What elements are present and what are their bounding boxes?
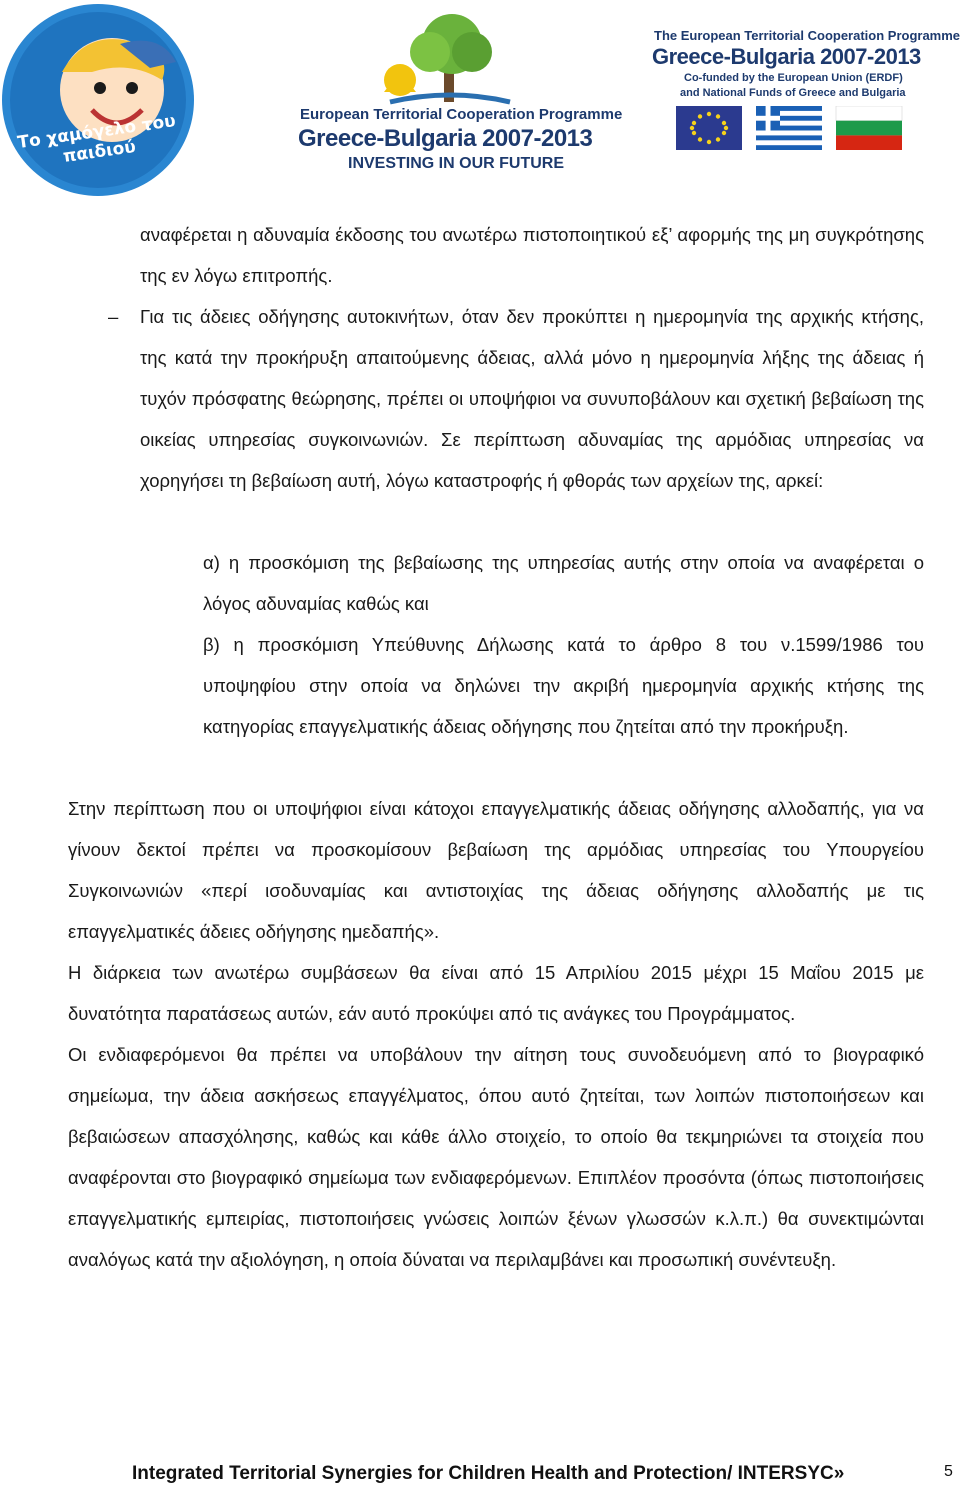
etcp-logo [290,10,623,178]
greek-flag-icon [756,106,822,150]
eu-flag-icon [676,106,742,150]
paragraph-continuation: αναφέρεται η αδυναμία έκδοσης του ανωτέρω πιστοποιητικού εξ’ αφορμής της μη συγκρότησης της εν λόγω επιτροπής. [140,224,924,286]
smile-of-the-child-logo [0,2,196,198]
funding-cofunded-line: Co-funded by the European Union (ERDF) [684,72,903,84]
list-item-a: α) η προσκόμιση της βεβαίωσης της υπηρεσίας αυτής στην οποία να αναφέρεται ο λόγος αδυναμίας καθώς και [203,552,924,614]
paragraph-contract-duration: Η διάρκεια των ανωτέρω συμβάσεων θα είναι από 15 Απριλίου 2015 μέχρι 15 Μαΐου 2015 με δυνατότητα παρατάσεως αυτών, εάν αυτό προκύψει από τις ανάγκες του Προγράμματος. [68,962,924,1024]
paragraph-foreign-license: Στην περίπτωση που οι υποψήφιοι είναι κάτοχοι επαγγελματικής άδειας οδήγησης αλλοδαπής, για να γίνουν δεκτοί πρέπει να προσκομίσουν βεβαίωση της αρμόδιας υπηρεσίας του Υπουργείου Συγκοινωνιών «περί ισοδυναμίας και αντιστοιχίας της άδειας οδήγησης αλλοδαπής με τις επαγγελματικές άδειες οδήγησης ημεδαπής». [68,798,924,942]
funding-programme-label: The European Territorial Cooperation Programme [654,28,960,43]
etcp-programme-label: European Territorial Cooperation Programme [300,106,623,123]
paragraph-application: Οι ενδιαφερόμενοι θα πρέπει να υποβάλουν την αίτηση τους συνοδευόμενη από το βιογραφικό σημείωμα, την άδεια ασκήσεως επαγγέλματος, όπου αυτό ζητείται, των λοιπών πιστοποιήσεων και βεβαιώσεων απασχόλησης, καθώς και κάθε άλλο στοιχείο, το οποίο θα τεκμηριώνει τα στοιχεία που αναφέρονται στο βιογραφικό σημείωμα των ενδιαφερόμενων. Επιπλέον προσόντα (όπως πιστοποιήσεις επαγγελματικής εμπειρίας, πιστοποιήσεις γνώσεις λοιπών ξένων γλωσσών κ.λ.π.) θα συνεκτιμώνται αναλόγως κατά την αξιολόγηση, η οποία δύναται να περιλαμβάνει και προσωπική συνέντευξη. [68,1044,924,1270]
bulgarian-flag-icon [836,106,902,150]
footer-title: Integrated Territorial Synergies for Children Health and Protection/ INTERSYC» [132,1463,845,1484]
logo-child-text: Το χαμόγελο του παιδιού [16,111,177,167]
etcp-slogan: INVESTING IN OUR FUTURE [348,155,565,172]
funding-national-line: and National Funds of Greece and Bulgaria [680,87,906,99]
page-number: 5 [944,1463,953,1480]
paragraph-driving-licenses: Για τις άδειες οδήγησης αυτοκινήτων, όταν δεν προκύπτει η ημερομηνία της αρχικής κτήσης, της κατά την προκήρυξη απαιτούμενης άδειας, αλλά μόνο η ημερομηνία λήξης της άδειας ή τυχόν πρόσφατης θεώρησης, πρέπει οι υποψήφιοι να συνυποβάλουν και σχετική βεβαίωση της οικείας υπηρεσίας συγκοινωνιών. Σε περίπτωση αδυναμίας της αρμόδιας υπηρεσίας να χορηγήσει τη βεβαίωση αυτή, λόγω καταστροφής ή φθοράς των αρχείων της, αρκεί: [140,306,924,491]
page-header [0,0,960,200]
list-item-b: β) η προσκόμιση Υπεύθυνης Δήλωσης κατά το άρθρο 8 του ν.1599/1986 του υποψηφίου στην οποία να δηλώνει την ακριβή ημερομηνία αρχικής κτήσης της κατηγορίας επαγγελματικής άδειας οδήγησης που ζητείται από την προκήρυξη. [203,634,924,737]
funding-programme-title: Greece-Bulgaria 2007-2013 [652,44,921,69]
dash-bullet: – [108,306,119,327]
funding-logo-block [650,26,960,156]
flags-icon [676,106,906,152]
etcp-programme-title: Greece-Bulgaria 2007-2013 [298,125,593,152]
tree-icon [360,10,520,110]
